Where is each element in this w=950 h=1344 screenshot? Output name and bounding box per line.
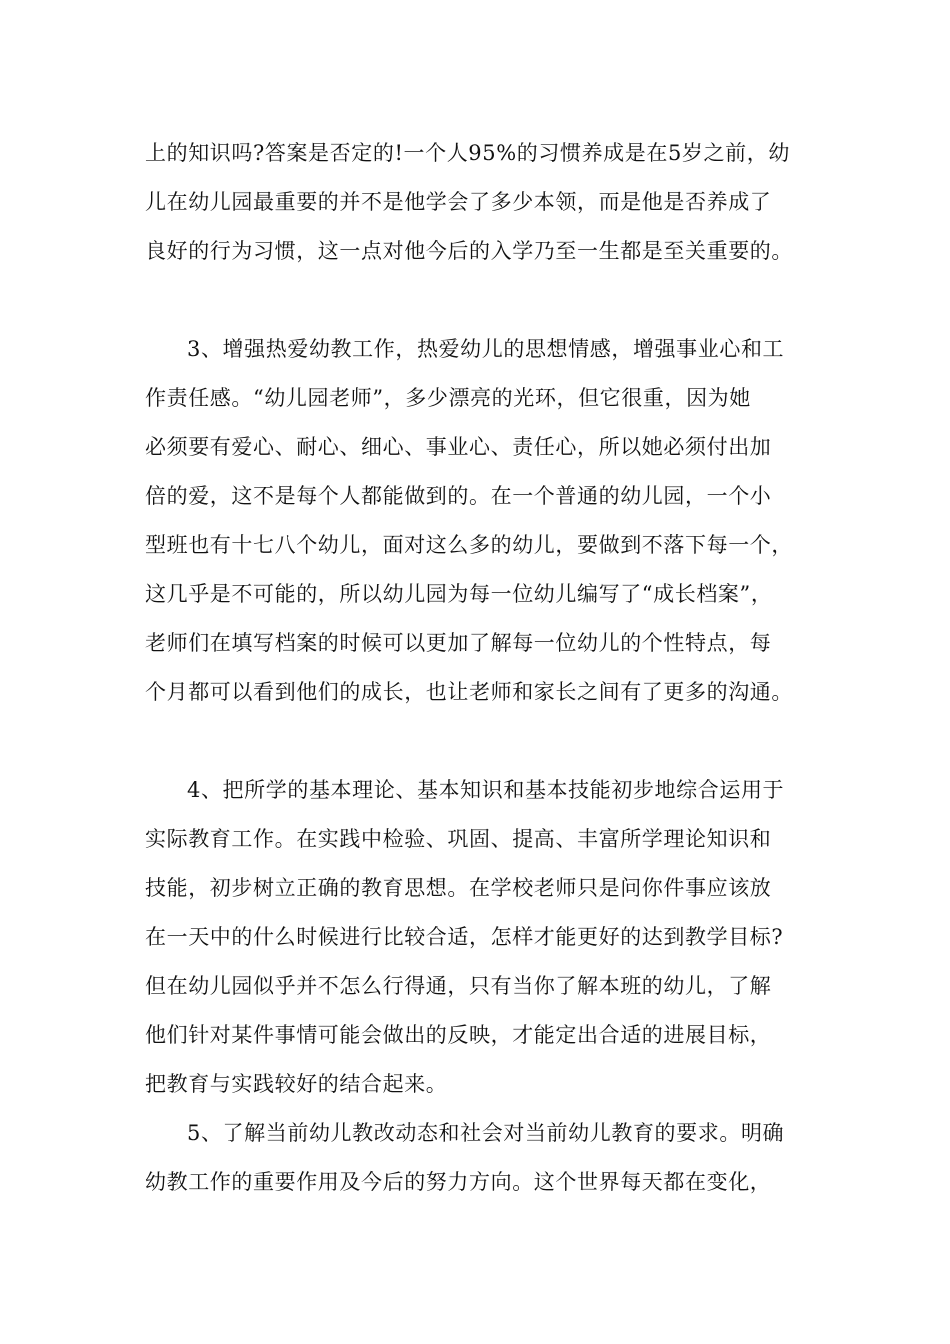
paragraph-5-start: 5、了解当前幼儿教改动态和社会对当前幼儿教育的要求。明确	[187, 1121, 785, 1145]
text-line: 但在幼儿园似乎并不怎么行得通，只有当你了解本班的幼儿，了解	[145, 974, 772, 998]
text-line: 个月都可以看到他们的成长，也让老师和家长之间有了更多的沟通。	[145, 680, 793, 704]
text-line: 必须要有爱心、耐心、细心、事业心、责任心，所以她必须付出加	[145, 435, 772, 459]
paragraph-3-start: 3、增强热爱幼教工作，热爱幼儿的思想情感，增强事业心和工	[187, 337, 785, 361]
text-line: 良好的行为习惯，这一点对他今后的入学乃至一生都是至关重要的。	[145, 239, 793, 263]
paragraph-4-start: 4、把所学的基本理论、基本知识和基本技能初步地综合运用于	[187, 778, 785, 802]
text-line: 儿在幼儿园最重要的并不是他学会了多少本领，而是他是否养成了	[145, 190, 772, 214]
text-line: 型班也有十七八个幼儿，面对这么多的幼儿，要做到不落下每一个，	[145, 533, 793, 557]
text-line: 这几乎是不可能的，所以幼儿园为每一位幼儿编写了“成长档案”，	[145, 582, 773, 606]
text-line: 在一天中的什么时候进行比较合适，怎样才能更好的达到教学目标?	[145, 925, 784, 949]
text-line: 幼教工作的重要作用及今后的努力方向。这个世界每天都在变化，	[145, 1170, 772, 1194]
text-line: 倍的爱，这不是每个人都能做到的。在一个普通的幼儿园，一个小	[145, 484, 772, 508]
text-line: 技能，初步树立正确的教育思想。在学校老师只是问你件事应该放	[145, 876, 772, 900]
text-line: 他们针对某件事情可能会做出的反映，才能定出合适的进展目标，	[145, 1023, 772, 1047]
text-line: 上的知识吗?答案是否定的!一个人95%的习惯养成是在5岁之前，幼	[145, 141, 790, 165]
text-line: 把教育与实践较好的结合起来。	[145, 1072, 448, 1096]
text-line: 老师们在填写档案的时候可以更加了解每一位幼儿的个性特点，每	[145, 631, 772, 655]
text-line: 实际教育工作。在实践中检验、巩固、提高、丰富所学理论知识和	[145, 827, 772, 851]
text-line: 作责任感。“幼儿园老师”，多少漂亮的光环，但它很重，因为她	[145, 386, 751, 410]
